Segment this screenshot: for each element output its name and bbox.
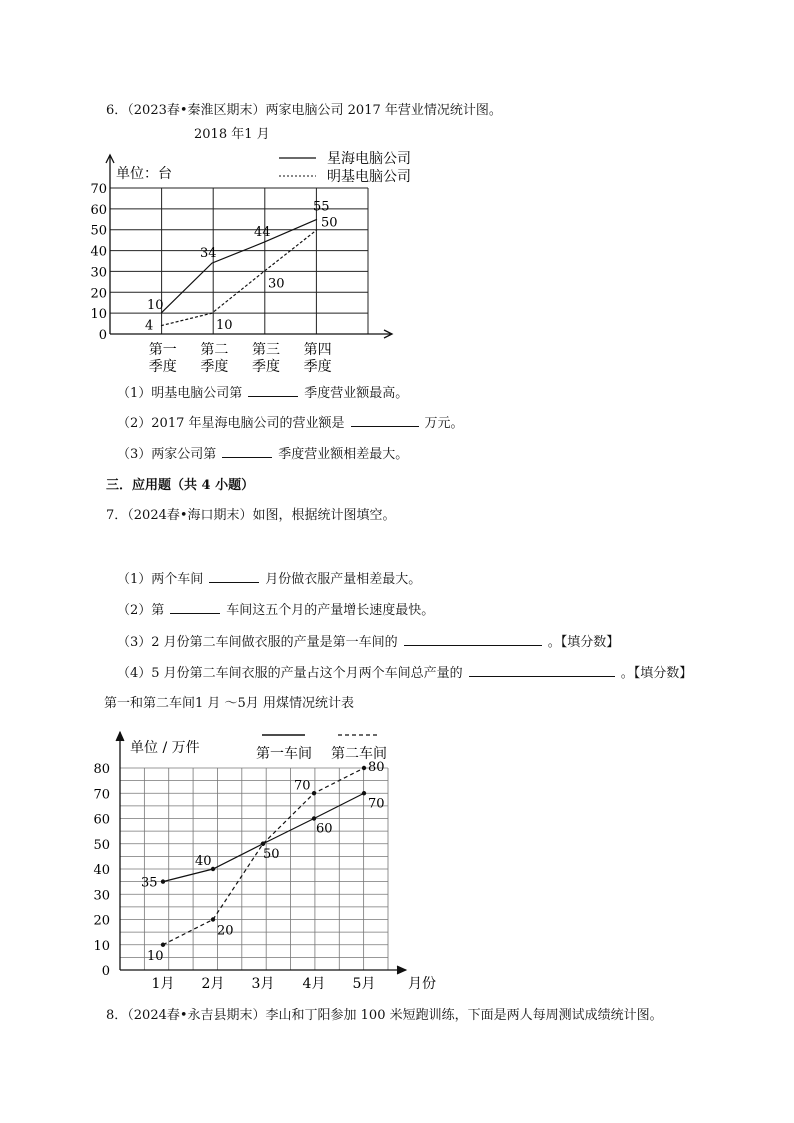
chart1-data-label: 55 [313, 199, 330, 215]
chart2-ytick-label: 80 [93, 762, 110, 777]
section3-title: 三．应用题（共 4 小题） [106, 478, 255, 493]
chart2-legend-label: 第二车间 [331, 746, 387, 762]
q6-item-2-pre: （2）2017 年星海电脑公司的营业额是 [117, 416, 345, 431]
chart2-ytick-label: 30 [93, 888, 110, 904]
chart1-xtick-label: 第二 [200, 342, 229, 358]
q7-item-4-post: 。【填分数】 [620, 666, 693, 681]
chart1-unit-label: 单位：台 [116, 166, 172, 182]
chart1-xtick-label: 季度 [303, 359, 332, 375]
chart2-y-arrow [116, 732, 124, 741]
chart1-xtick-label: 第四 [303, 342, 332, 358]
chart2-data-point [261, 842, 265, 846]
chart1-legend-label: 明基电脑公司 [327, 169, 411, 185]
chart2-data-label: 20 [217, 923, 234, 939]
chart2-data-label: 60 [316, 821, 333, 837]
chart2-unit-label: 单位 / 万件 [130, 740, 200, 756]
q7-item-2-pre: （2）第 [117, 603, 165, 618]
chart1-data-label: 10 [216, 318, 233, 334]
chart2-xtick-label: 2月 [201, 976, 225, 992]
chart1-ytick-label: 20 [90, 286, 107, 302]
chart2-data-point [312, 816, 316, 820]
chart2-data-point [161, 879, 165, 883]
q7-item-1-pre: （1）两个车间 [117, 572, 204, 587]
q7-heading: 7．（2024春•海口期末）如图，根据统计图填空。 [106, 508, 396, 523]
chart1-caption: 2018 年1 月 [194, 127, 270, 142]
q7-item-4-pre: （4）5 月份第二车间衣服的产量占这个月两个车间总产量的 [117, 666, 463, 681]
q6-item-3-post: 季度营业额相差最大。 [278, 447, 409, 462]
chart2-ytick-label: 50 [93, 837, 110, 853]
chart2-data-point [211, 917, 215, 921]
chart2-ytick-label: 70 [93, 787, 110, 803]
chart2-xtick-label: 1月 [151, 976, 175, 992]
chart1-ytick-label: 10 [90, 307, 107, 323]
chart2-data-label: 70 [294, 778, 311, 794]
q6-heading: 6．（2023春•秦淮区期末）两家电脑公司 2017 年营业情况统计图。 [106, 103, 502, 118]
q7-item-3-post: 。【填分数】 [547, 635, 620, 650]
chart2-data-label: 35 [141, 875, 158, 891]
chart1-ytick-label: 50 [90, 223, 107, 239]
chart2-ytick-label: 60 [93, 812, 110, 828]
chart1-xtick-label: 第一 [148, 342, 177, 358]
q6-item-3-pre: （3）两家公司第 [117, 447, 217, 462]
chart2-data-label: 70 [368, 796, 385, 812]
chart2-data-point [362, 791, 366, 795]
q7-item-1-post: 月份做衣服产量相差最大。 [265, 572, 422, 587]
chart1-xtick-label: 第三 [252, 342, 280, 358]
chart2-xtick-label: 4月 [302, 976, 326, 992]
chart2-legend-label: 第一车间 [256, 746, 312, 762]
chart2-xlabel: 月份 [408, 976, 436, 992]
chart1-ytick-label: 70 [90, 182, 107, 197]
chart2-ytick-label: 10 [93, 938, 110, 954]
chart2-data-label: 10 [147, 948, 164, 964]
q7-item-2-post: 车间这五个月的产量增长速度最快。 [226, 603, 435, 618]
chart1-data-label: 44 [254, 225, 271, 241]
chart1-data-label: 10 [147, 298, 164, 314]
chart1-ytick-label: 0 [98, 328, 107, 343]
chart1-data-label: 30 [268, 276, 285, 292]
chart1-ytick-label: 30 [90, 265, 107, 281]
chart2-data-label: 80 [368, 760, 385, 775]
chart2-xtick-label: 5月 [352, 976, 376, 992]
chart1-data-label: 34 [200, 246, 217, 262]
q7-item-3-pre: （3）2 月份第二车间做衣服的产量是第一车间的 [117, 635, 398, 650]
q6-item-2-post: 万元。 [424, 416, 464, 431]
chart1-ytick-label: 60 [90, 202, 107, 218]
q8-heading: 8．（2024春•永吉县期末）李山和丁阳参加 100 米短跑训练，下面是两人每周测试成绩统计图。 [106, 1008, 663, 1023]
chart2-data-label: 50 [263, 846, 280, 862]
chart1-legend-label: 星海电脑公司 [327, 151, 411, 167]
chart1-data-label: 50 [321, 215, 338, 231]
q6-item-1-post: 季度营业额最高。 [304, 386, 409, 401]
chart1-ytick-label: 40 [90, 244, 107, 260]
chart2-data-point [312, 791, 316, 795]
chart2-xtick-label: 3月 [251, 976, 275, 992]
chart2-x-arrow [397, 966, 406, 974]
chart2-ytick-label: 0 [101, 964, 110, 979]
chart1-data-label: 4 [145, 318, 154, 334]
chart1-xtick-label: 季度 [252, 359, 280, 375]
chart2-ytick-label: 20 [93, 913, 110, 929]
chart2-data-point [362, 766, 366, 770]
chart1-xtick-label: 季度 [200, 359, 229, 375]
chart2-ytick-label: 40 [93, 863, 110, 878]
chart2-data-label: 40 [195, 854, 212, 869]
chart2-data-point [161, 943, 165, 947]
q6-item-1-pre: （1）明基电脑公司第 [117, 386, 243, 401]
chart1-xtick-label: 季度 [148, 359, 177, 375]
chart2-caption: 第一和第二车间1 月 ～5月 用煤情况统计表 [104, 696, 354, 711]
